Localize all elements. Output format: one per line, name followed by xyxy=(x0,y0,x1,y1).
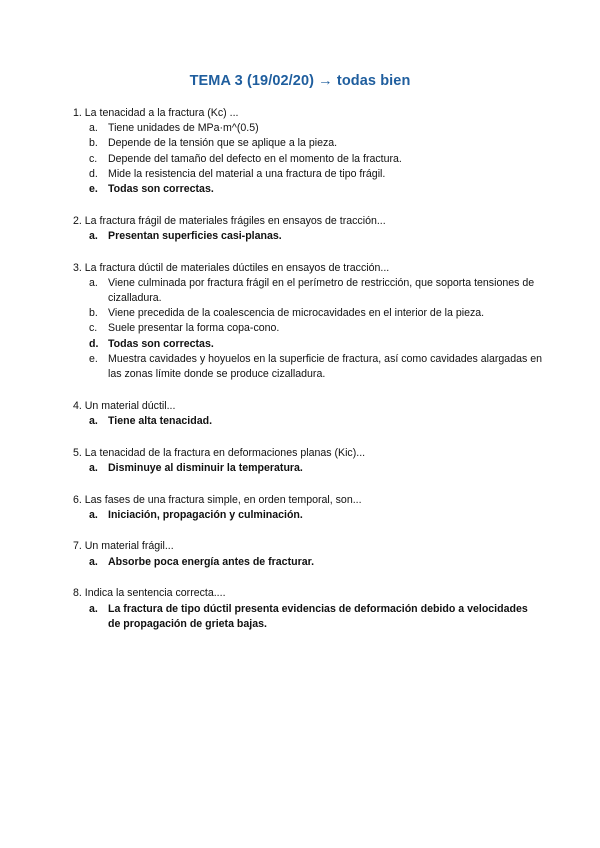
question-7 xyxy=(73,539,543,569)
option-letter: d. xyxy=(89,337,99,350)
option-text: Tiene alta tenacidad. xyxy=(108,414,213,427)
question-3 xyxy=(73,261,543,383)
option-letter: a. xyxy=(89,602,98,615)
option-list xyxy=(73,508,543,523)
correct-option-item xyxy=(73,508,543,523)
option-text: Depende del tamaño del defecto en el momento de la fractura. xyxy=(108,152,402,165)
option-text: Muestra cavidades y hoyuelos en la superficie de fractura, así como cavidades alargadas en las zonas límite donde se produce cizalladura. xyxy=(108,352,542,381)
page-title: TEMA 3 (19/02/20) → todas bien xyxy=(189,73,411,89)
correct-option-item xyxy=(73,414,543,429)
option-text: La fractura de tipo dúctil presenta evidencias de deformación debido a velocidades de propagación de grieta bajas. xyxy=(108,602,528,630)
question-text: 3. La fractura dúctil de materiales dúctiles en ensayos de tracción... xyxy=(73,261,390,274)
option-text: Mide la resistencia del material a una fractura de tipo frágil. xyxy=(108,167,386,180)
option-list xyxy=(73,276,543,382)
option-letter: a. xyxy=(89,555,98,568)
option-text: Tiene unidades de MPa·m^(0.5) xyxy=(108,122,259,135)
question-text: 8. Indica la sentencia correcta.... xyxy=(73,587,226,600)
correct-option-item xyxy=(73,555,543,570)
option-letter: a. xyxy=(89,276,98,289)
option-list xyxy=(73,121,543,197)
option-text: Iniciación, propagación y culminación. xyxy=(108,508,303,521)
question-text: 2. La fractura frágil de materiales frágiles en ensayos de tracción... xyxy=(73,214,386,227)
question-6 xyxy=(73,493,543,523)
option-text: Todas son correctas. xyxy=(108,183,214,196)
option-text: Suele presentar la forma copa-cono. xyxy=(108,322,280,335)
question-list xyxy=(73,106,543,648)
option-letter: c. xyxy=(89,152,98,165)
question-text: 6. Las fases de una fractura simple, en orden temporal, son... xyxy=(73,493,362,506)
option-item xyxy=(73,276,543,306)
option-letter: b. xyxy=(89,137,98,150)
option-list xyxy=(73,602,543,632)
option-text: Disminuye al disminuir la temperatura. xyxy=(108,461,303,474)
question-1 xyxy=(73,106,543,197)
option-letter: a. xyxy=(89,229,98,242)
option-letter: e. xyxy=(89,352,98,365)
question-8 xyxy=(73,586,543,632)
option-list xyxy=(73,229,543,244)
option-list xyxy=(73,555,543,570)
option-item xyxy=(73,167,543,182)
question-2 xyxy=(73,214,543,244)
option-item xyxy=(73,321,543,336)
option-text: Absorbe poca energía antes de fracturar. xyxy=(108,555,315,568)
correct-option-item xyxy=(73,229,543,244)
correct-option-item xyxy=(73,182,543,197)
option-letter: a. xyxy=(89,461,98,474)
option-letter: a. xyxy=(89,414,98,427)
question-5 xyxy=(73,446,543,476)
option-letter: c. xyxy=(89,322,98,335)
option-letter: e. xyxy=(89,183,98,196)
option-text: Viene precedida de la coalescencia de microcavidades en el interior de la pieza. xyxy=(108,307,485,320)
question-text: 7. Un material frágil... xyxy=(73,540,174,553)
option-letter: a. xyxy=(89,122,98,135)
option-text: Presentan superficies casi-planas. xyxy=(108,229,282,242)
correct-option-item xyxy=(73,602,543,632)
option-letter: a. xyxy=(89,508,98,521)
option-item xyxy=(73,306,543,321)
correct-option-item xyxy=(73,337,543,352)
option-text: Depende de la tensión que se aplique a la pieza. xyxy=(108,137,338,150)
question-text: 4. Un material dúctil... xyxy=(73,399,176,412)
option-letter: b. xyxy=(89,307,98,320)
option-text: Viene culminada por fractura frágil en el perímetro de restricción, que soporta tensiones de cizalladura. xyxy=(108,276,535,305)
option-item xyxy=(73,121,543,136)
option-item xyxy=(73,136,543,151)
option-list xyxy=(73,414,543,429)
option-item xyxy=(73,152,543,167)
correct-option-item xyxy=(73,461,543,476)
option-letter: d. xyxy=(89,167,98,180)
option-list xyxy=(73,461,543,476)
question-text: 1. La tenacidad a la fractura (Kc) ... xyxy=(73,107,239,119)
question-text: 5. La tenacidad de la fractura en deformaciones planas (Kic)... xyxy=(73,446,366,459)
option-item xyxy=(73,352,543,382)
option-text: Todas son correctas. xyxy=(108,337,214,350)
question-4 xyxy=(73,399,543,429)
